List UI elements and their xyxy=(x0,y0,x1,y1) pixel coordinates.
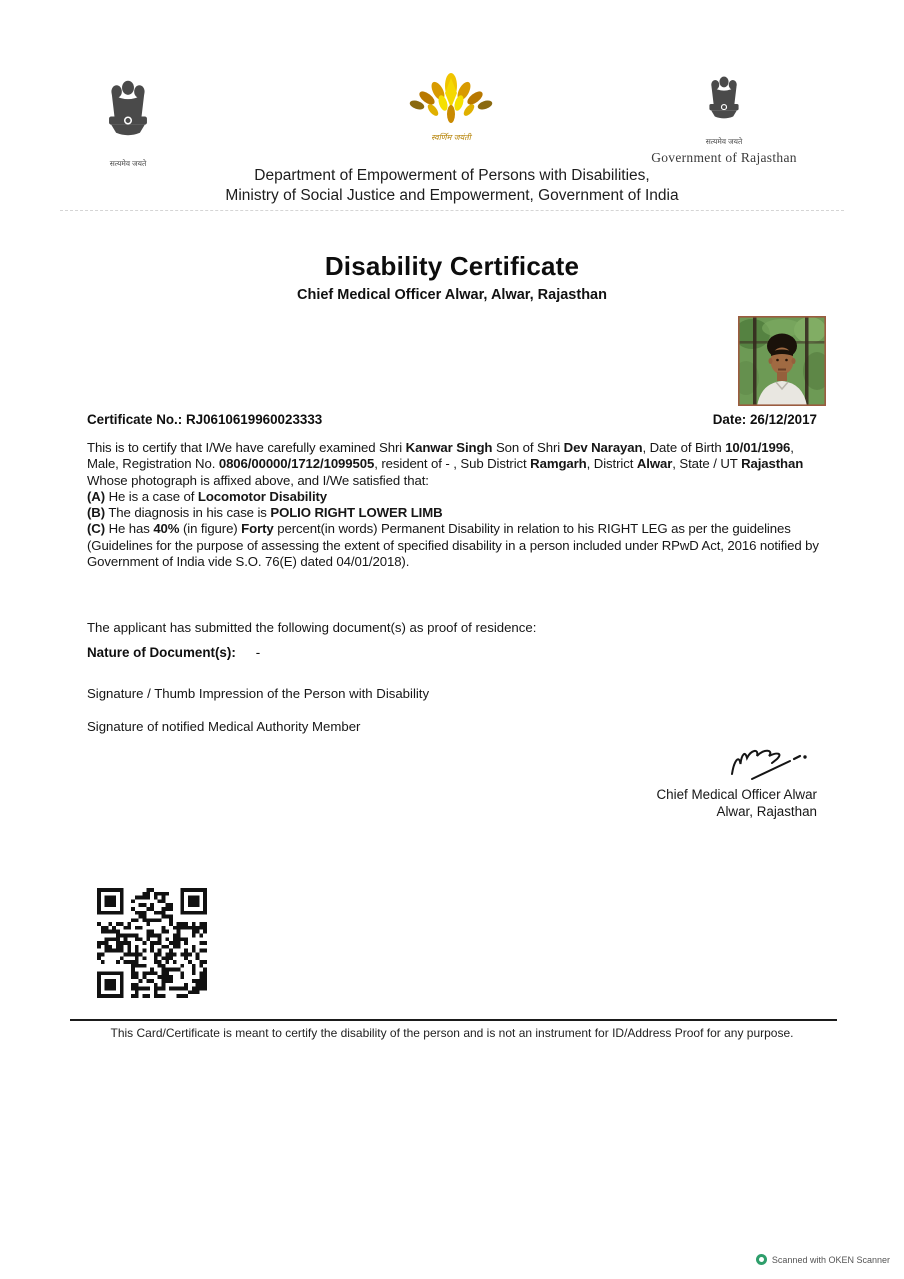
department-header xyxy=(0,166,904,206)
qr-code xyxy=(97,888,207,998)
footer-disclaimer: This Card/Certificate is meant to certify the disability of the person and is not an instrument for ID/Address Proof for any purpose. xyxy=(110,1026,794,1040)
scanner-badge-label: Scanned with OKEN Scanner xyxy=(771,1254,890,1265)
rajasthan-lion-capital-icon xyxy=(704,119,744,136)
right-emblem-caption: सत्यमेव जयते xyxy=(705,137,743,146)
center-emblem-caption: स्वर्णिम जयंती xyxy=(431,133,471,142)
nature-of-documents xyxy=(87,645,819,660)
government-of-rajasthan-label: Government of Rajasthan xyxy=(651,150,797,165)
department-line2: Ministry of Social Justice and Empowerment, Government of India xyxy=(225,187,679,204)
ashoka-lion-capital-icon xyxy=(102,141,154,158)
clause-c: (C) He has 40% (in figure) Forty percent(in words) Permanent Disability in relation to his RIGHT LEG as per the guidelines (Guidelines for the purpose of assessing the extent of specified disability in a person included under RPwD Act, 2016 notified by Government of India vide S.O. 76(E) dated 04/01/2018). xyxy=(87,521,819,570)
golden-leaves-icon xyxy=(401,115,501,132)
certificate-subtitle: Chief Medical Officer Alwar, Alwar, Rajasthan xyxy=(297,287,607,303)
authority-signature-scribble xyxy=(726,744,814,784)
certificate-body xyxy=(87,440,819,570)
nature-label: Nature of Document(s): xyxy=(87,645,236,660)
residence-line: The applicant has submitted the following document(s) as proof of residence: xyxy=(87,620,537,635)
oken-scanner-icon xyxy=(756,1254,767,1265)
person-signature-line: Signature / Thumb Impression of the Person with Disability xyxy=(87,686,430,701)
authority-line2: Alwar, Rajasthan xyxy=(716,803,817,819)
authority-line1: Chief Medical Officer Alwar xyxy=(656,787,817,802)
certificate-title: Disability Certificate xyxy=(324,251,580,281)
applicant-photo xyxy=(738,316,826,406)
authority-designation xyxy=(657,787,818,820)
authority-signature-line: Signature of notified Medical Authority Member xyxy=(87,719,361,734)
certificate-number: Certificate No.: RJ0610619960023333 xyxy=(87,412,323,427)
clause-a: (A) He is a case of Locomotor Disability xyxy=(87,488,328,504)
certificate-meta-row xyxy=(87,412,817,427)
header-separator xyxy=(60,210,844,211)
nature-value: - xyxy=(255,645,261,660)
rajasthan-govt-emblem xyxy=(638,66,810,166)
scanner-badge xyxy=(756,1254,890,1265)
left-emblem-caption: सत्यमेव जयते xyxy=(109,159,147,168)
india-state-emblem xyxy=(90,66,166,168)
department-line1: Department of Empowerment of Persons with Disabilities, xyxy=(254,167,650,184)
certificate-date: Date: 26/12/2017 xyxy=(712,412,817,427)
intro-paragraph: This is to certify that I/We have carefully examined Shri Kanwar Singh Son of Shri Dev Narayan, Date of Birth 10/01/1996, Male, Registration No. 0806/00000/1712/1099505, resident of - , Sub District Ramgarh, District Alwar, State / UT Rajasthan xyxy=(87,440,804,472)
photograph-line: Whose photograph is affixed above, and I/We satisfied that: xyxy=(87,472,429,488)
clause-b: (B) The diagnosis in his case is POLIO RIGHT LOWER LIMB xyxy=(87,505,443,521)
footer-rule xyxy=(70,1019,837,1021)
golden-jubilee-emblem xyxy=(398,72,504,142)
